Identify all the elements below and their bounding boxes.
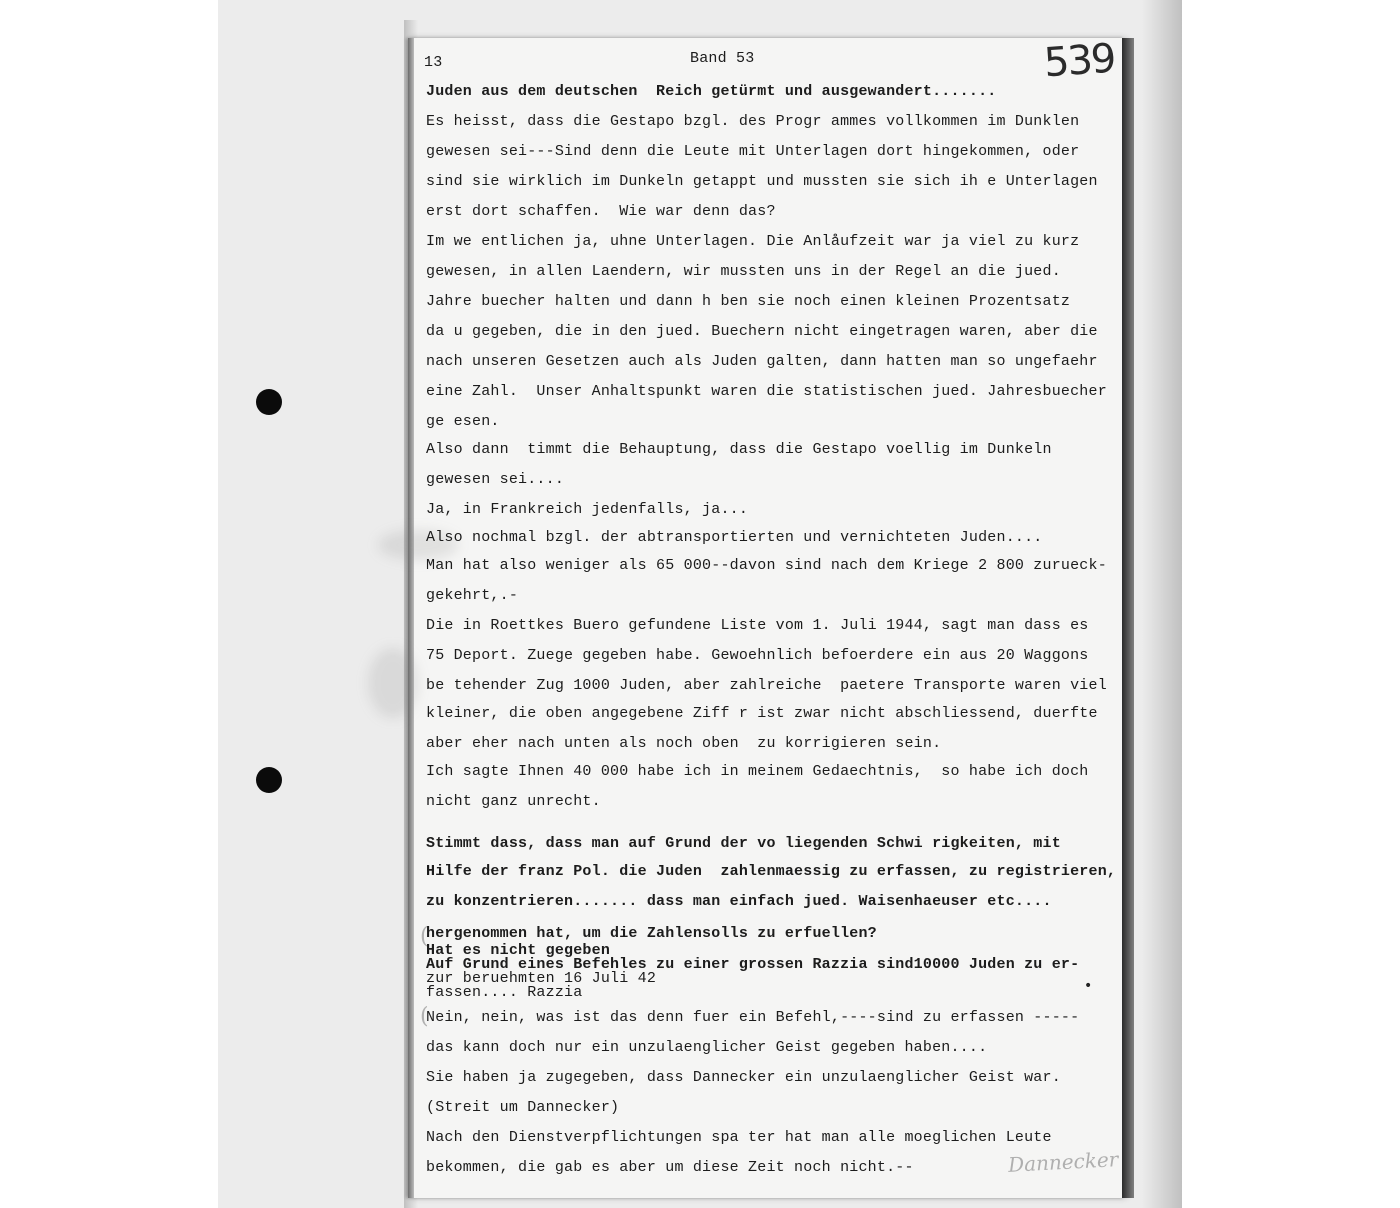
body-line: hergenommen hat, um die Zahlensolls zu erfuellen? bbox=[426, 925, 877, 942]
folio-stamp: 539 bbox=[1042, 35, 1116, 87]
body-line: nicht ganz unrecht. bbox=[426, 793, 601, 810]
closing-line: bekommen, die gab es aber um diese Zeit noch nicht.-- bbox=[426, 1159, 914, 1176]
body-line: Jahre buecher halten und dann h ben sie noch einen kleinen Prozentsatz bbox=[426, 293, 1071, 310]
body-line: Die in Roettkes Buero gefundene Liste vom 1. Juli 1944, sagt man dass es bbox=[426, 617, 1089, 634]
inserted-line: Auf Grund eines Befehles zu einer grossen Razzia sind10000 Juden zu er- bbox=[426, 956, 1080, 973]
body-line: gewesen, in allen Laendern, wir mussten uns in der Regel an die jued. bbox=[426, 263, 1061, 280]
body-line: Man hat also weniger als 65 000--davon sind nach dem Kriege 2 800 zurueck- bbox=[426, 557, 1107, 574]
body-line: Ich sagte Ihnen 40 000 habe ich in meinem Gedaechtnis, so habe ich doch bbox=[426, 763, 1089, 780]
margin-bracket: ( bbox=[420, 924, 429, 949]
punch-hole-top bbox=[256, 389, 282, 415]
page-left-edge bbox=[408, 38, 414, 1198]
body-line: erst dort schaffen. Wie war denn das? bbox=[426, 203, 776, 220]
body-line: Hilfe der franz Pol. die Juden zahlenmaessig zu erfassen, zu registrieren, bbox=[426, 863, 1117, 880]
scan-frame bbox=[218, 0, 1182, 1208]
margin-bracket: ( bbox=[420, 1004, 429, 1029]
body-line: gewesen sei---Sind denn die Leute mit Unterlagen dort hingekommen, oder bbox=[426, 143, 1080, 160]
inserted-line: Hat es nicht gegeben bbox=[426, 942, 611, 959]
document-page bbox=[408, 35, 1124, 1198]
body-line: sind sie wirklich im Dunkeln getappt und mussten sie sich ih e Unterlagen bbox=[426, 173, 1098, 190]
body-line: Also dann timmt die Behauptung, dass die Gestapo voellig im Dunkeln bbox=[426, 441, 1052, 458]
closing-line: Nein, nein, was ist das denn fuer ein Befehl,----sind zu erfassen ----- bbox=[426, 1009, 1080, 1026]
body-line: eine Zahl. Unser Anhaltspunkt waren die statistischen jued. Jahresbuecher bbox=[426, 383, 1107, 400]
body-line: Im we entlichen ja, uhne Unterlagen. Die Anlåufzeit war ja viel zu kurz bbox=[426, 233, 1080, 250]
volume-label: Band 53 bbox=[690, 50, 755, 67]
body-line: da u gegeben, die in den jued. Buechern nicht eingetragen waren, aber die bbox=[426, 323, 1098, 340]
pencil-annotation: Dannecker bbox=[1007, 1147, 1119, 1177]
body-line: aber eher nach unten als noch oben zu korrigieren sein. bbox=[426, 735, 942, 752]
body-line: Ja, in Frankreich jedenfalls, ja... bbox=[426, 501, 749, 518]
body-line: 75 Deport. Zuege gegeben habe. Gewoehnlich befoerdere ein aus 20 Waggons bbox=[426, 647, 1089, 664]
body-line: Stimmt dass, dass man auf Grund der vo liegenden Schwi rigkeiten, mit bbox=[426, 835, 1061, 852]
closing-line: Sie haben ja zugegeben, dass Dannecker ein unzulaenglicher Geist war. bbox=[426, 1069, 1061, 1086]
inserted-line: fassen.... Razzia bbox=[426, 984, 583, 1001]
body-line: Juden aus dem deutschen Reich getürmt und ausgewandert....... bbox=[426, 83, 997, 100]
insert-dot-mark: • bbox=[1084, 978, 1093, 994]
closing-line: das kann doch nur ein unzulaenglicher Geist gegeben haben.... bbox=[426, 1039, 988, 1056]
page-edge-shadow bbox=[1142, 0, 1182, 1208]
body-line: ge esen. bbox=[426, 413, 500, 430]
page-right-edge bbox=[1122, 38, 1134, 1198]
body-line: gekehrt,.- bbox=[426, 587, 519, 604]
page-number: 13 bbox=[424, 54, 443, 71]
body-line: zu konzentrieren....... dass man einfach jued. Waisenhaeuser etc.... bbox=[426, 893, 1052, 910]
body-line: Also nochmal bzgl. der abtransportierten und vernichteten Juden.... bbox=[426, 529, 1043, 546]
body-line: gewesen sei.... bbox=[426, 471, 565, 488]
closing-line: Nach den Dienstverpflichtungen spa ter hat man alle moeglichen Leute bbox=[426, 1129, 1052, 1146]
body-line: kleiner, die oben angegebene Ziff r ist zwar nicht abschliessend, duerfte bbox=[426, 705, 1098, 722]
body-line: nach unseren Gesetzen auch als Juden galten, dann hatten man so ungefaehr bbox=[426, 353, 1098, 370]
body-line: Es heisst, dass die Gestapo bzgl. des Progr ammes vollkommen im Dunklen bbox=[426, 113, 1080, 130]
closing-line: (Streit um Dannecker) bbox=[426, 1099, 620, 1116]
ink-smudge bbox=[368, 648, 418, 718]
punch-hole-bottom bbox=[256, 767, 282, 793]
body-line: be tehender Zug 1000 Juden, aber zahlreiche paetere Transporte waren viel bbox=[426, 677, 1107, 694]
inserted-line: zur beruehmten 16 Juli 42 bbox=[426, 970, 657, 987]
